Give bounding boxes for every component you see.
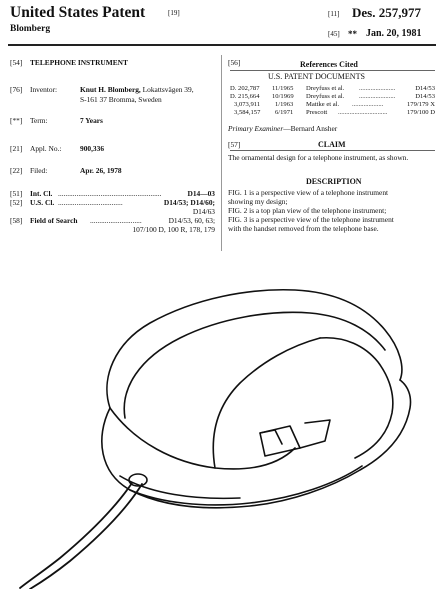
intcl-label: Int. Cl. xyxy=(30,189,53,198)
uscl-value-cont: D14/63 xyxy=(192,207,215,216)
inventor-code: [76] xyxy=(10,85,23,94)
refs-heading: References Cited xyxy=(300,60,358,69)
inventor-surname: Blomberg xyxy=(10,24,51,34)
reference-row: 3,584,157 6/1971 Prescott .............................. 179/100 D xyxy=(234,109,435,116)
inventor-label: Inventor: xyxy=(30,85,58,94)
term-value: 7 Years xyxy=(80,116,103,125)
field-code: [58] xyxy=(10,216,23,225)
intcl-value: D14—03 xyxy=(187,189,215,198)
field-value-cont: 107/100 D, 100 R, 178, 179 xyxy=(132,225,215,234)
claim-heading: CLAIM xyxy=(318,140,346,149)
reference-row: D. 215,664 10/1969 Dreyfuss et al. ...................... D14/53 xyxy=(230,93,435,100)
examiner-label: Primary Examiner xyxy=(228,124,284,133)
issue-date-code: [45] xyxy=(328,30,340,38)
invention-title: TELEPHONE INSTRUMENT xyxy=(30,58,128,67)
column-divider xyxy=(221,55,222,251)
appl-code: [21] xyxy=(10,144,23,153)
intcl-code: [51] xyxy=(10,189,23,198)
header-rule xyxy=(8,44,436,46)
claim-rule xyxy=(230,150,435,151)
uscl-code: [52] xyxy=(10,198,23,207)
patent-number-code: [11] xyxy=(328,10,340,18)
examiner-name: —Bernard Ansher xyxy=(283,124,338,133)
description-heading: DESCRIPTION xyxy=(306,177,362,186)
appl-number: 900,336 xyxy=(80,144,105,153)
issue-date: Jan. 20, 1981 xyxy=(366,28,422,39)
inventor-address-city: S-161 37 Bromma, Sweden xyxy=(80,95,162,104)
filed-label: Filed: xyxy=(30,166,48,175)
inventor-name: Knut H. Blomberg, xyxy=(80,85,141,94)
handset-front xyxy=(110,408,295,469)
handset-top xyxy=(107,290,402,408)
uscl-dots: ................................... xyxy=(58,198,123,207)
cradle-step xyxy=(300,420,330,448)
uscl-value: D14/53; D14/60; xyxy=(163,198,215,207)
handset-rear xyxy=(320,338,393,458)
base-lip xyxy=(130,466,362,505)
claim-text: The ornamental design for a telephone instrument, as shown. xyxy=(228,153,409,162)
intcl-dots: ........................................................ xyxy=(58,189,162,198)
reference-row: D. 202,787 11/1965 Dreyfuss et al. ...................... D14/53 xyxy=(230,85,435,92)
description-line: with the handset removed from the telephone base. xyxy=(228,224,379,233)
patent-number: Des. 257,977 xyxy=(352,5,421,20)
field-dots: ............................ xyxy=(90,216,142,225)
patent-title-code: [19] xyxy=(168,9,180,17)
filed-date: Apr. 26, 1978 xyxy=(80,166,122,175)
issue-date-marks: ** xyxy=(348,29,357,39)
uscl-label: U.S. Cl. xyxy=(30,198,55,207)
refs-rule xyxy=(230,70,435,71)
inventor-address-street: Lokattsvägen 39, xyxy=(142,85,194,94)
description-line: FIG. 3 is a perspective view of the telephone instrument xyxy=(228,215,394,224)
appl-label: Appl. No.: xyxy=(30,144,62,153)
field-value: D14/53, 60, 63; xyxy=(168,216,215,225)
title-code: [54] xyxy=(10,58,23,67)
description-line: showing my design; xyxy=(228,197,288,206)
refs-subheading: U.S. PATENT DOCUMENTS xyxy=(268,72,365,81)
handset-side xyxy=(213,338,320,468)
description-line: FIG. 1 is a perspective view of a telephone instrument xyxy=(228,188,389,197)
reference-row: 3,073,911 1/1963 Mattke et al. ................... 179/179 X xyxy=(234,101,435,108)
telephone-drawing xyxy=(0,258,445,589)
term-label: Term: xyxy=(30,116,48,125)
filed-code: [22] xyxy=(10,166,23,175)
term-code: [**] xyxy=(10,116,23,125)
examiner xyxy=(228,124,337,133)
patent-title: United States Patent xyxy=(10,4,146,21)
claim-code: [57] xyxy=(228,140,241,149)
description-line: FIG. 2 is a top plan view of the telephone instrument; xyxy=(228,206,387,215)
field-label: Field of Search xyxy=(30,216,78,225)
handset-ridge xyxy=(124,312,385,418)
cord xyxy=(20,483,132,588)
refs-code: [56] xyxy=(228,58,241,67)
